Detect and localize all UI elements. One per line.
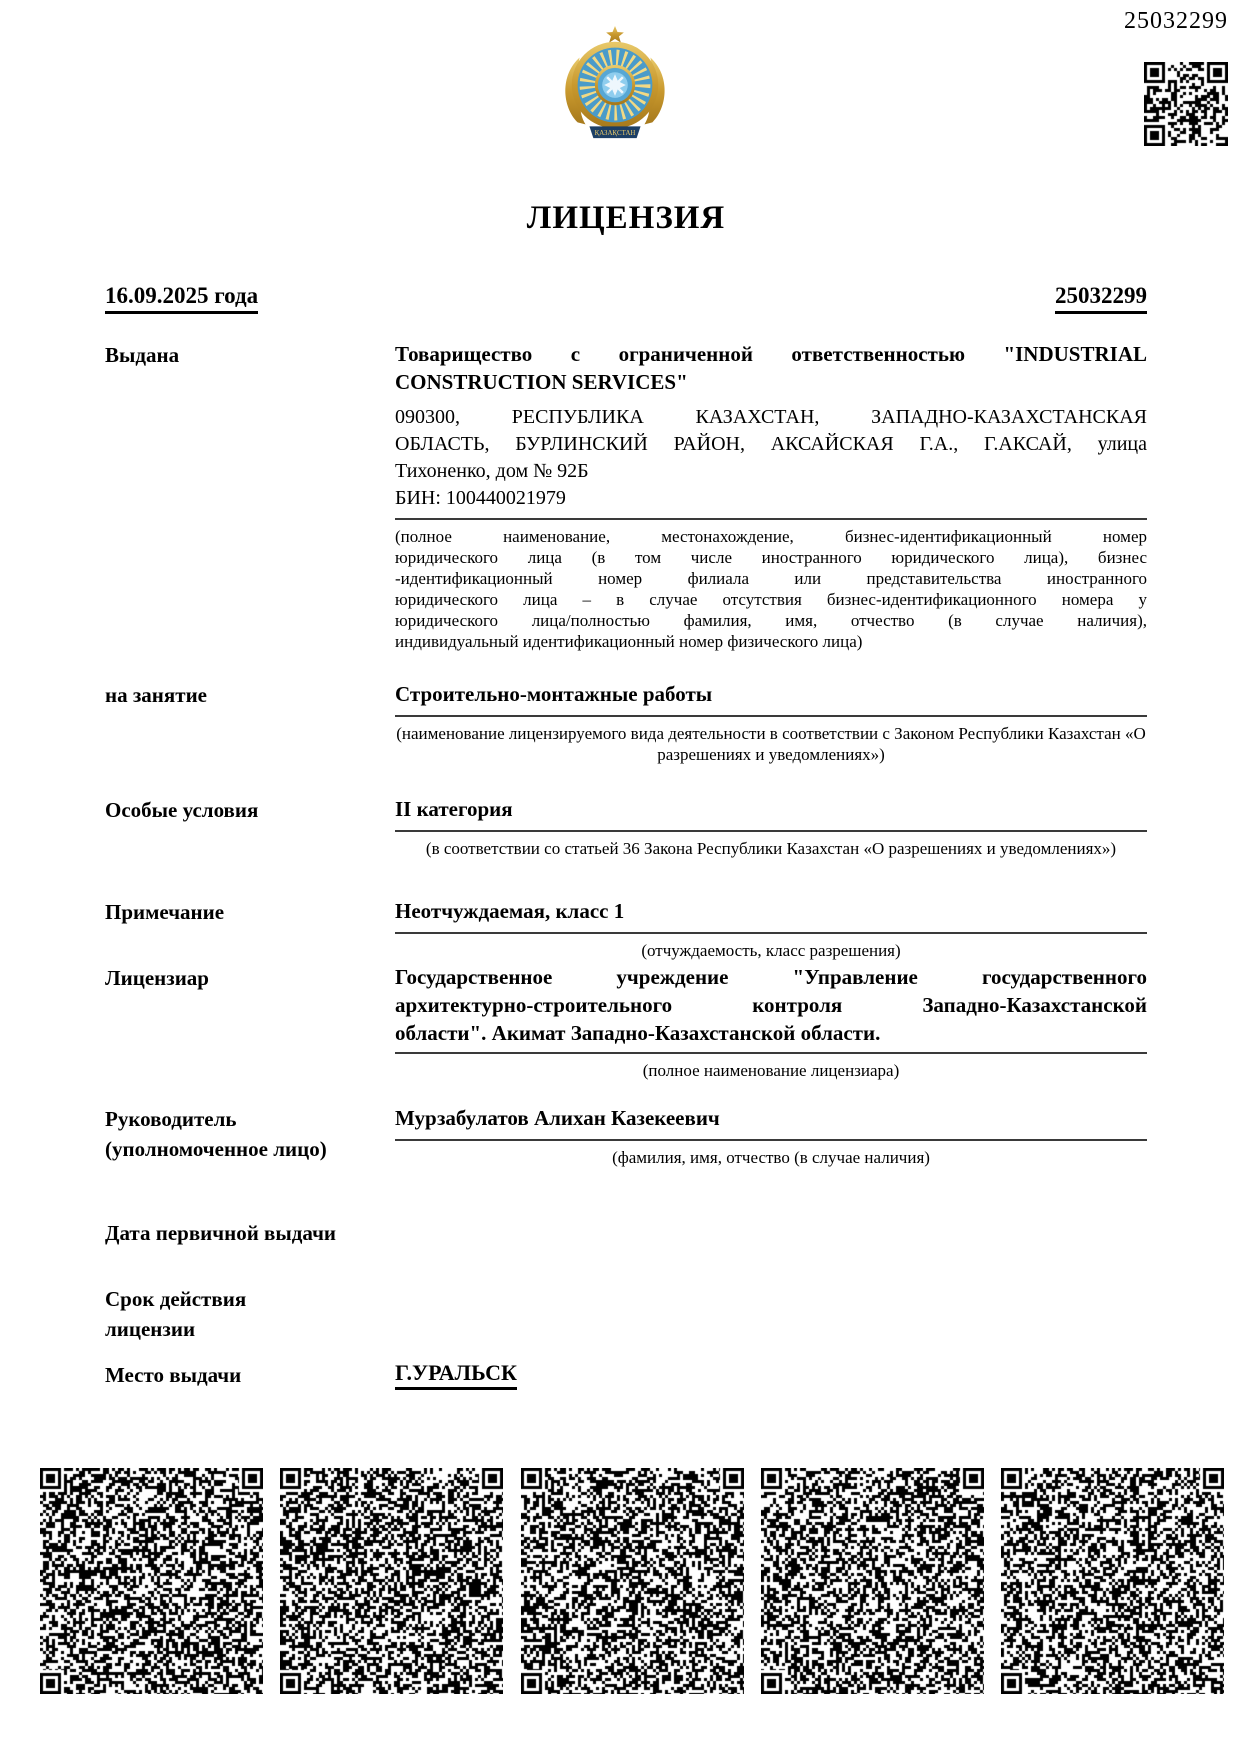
licensor-value-line: Государственное учреждение "Управление государственного — [395, 965, 1147, 989]
field-label-activity: на занятие — [105, 683, 207, 707]
special-conditions-caption: (в соответствии со статьей 36 Закона Республики Казахстан «О разрешениях и уведомлениях») — [425, 839, 1117, 858]
activity-value: Строительно-монтажные работы — [395, 680, 1147, 717]
qr-code-icon — [1144, 62, 1228, 146]
licensor-value-line: области". Акимат Западно-Казахстанской области. — [395, 1019, 1147, 1054]
license-title: ЛИЦЕНЗИЯ — [526, 200, 726, 236]
field-licensor — [105, 963, 1147, 1081]
head-value: Мурзабулатов Алихан Казекеевич — [395, 1104, 1147, 1141]
field-head — [105, 1104, 1147, 1168]
barcode-block-icon — [40, 1468, 263, 1694]
kazakhstan-emblem-icon — [556, 24, 674, 152]
field-activity — [105, 680, 1147, 765]
issued-to-caption-line: юридического лица – в случае отсутствия бизнес-идентификационного номера у — [395, 590, 1147, 609]
field-issued-to — [105, 340, 1147, 652]
issued-to-caption-line: юридического лица (в том числе иностранного юридического лица), бизнес — [395, 548, 1147, 567]
field-label-validity — [105, 1284, 395, 1344]
field-label-note: Примечание — [105, 900, 225, 924]
issue-date: 16.09.2025 года — [105, 283, 258, 314]
validity-label-line: лицензии — [105, 1317, 196, 1341]
licensor-caption: (полное наименование лицензиара) — [642, 1061, 900, 1080]
emblem-star-icon — [606, 26, 624, 43]
issued-to-bin: БИН: 100440021979 — [395, 485, 1147, 520]
field-validity — [105, 1284, 1147, 1344]
field-note — [105, 897, 1147, 961]
note-caption: (отчуждаемость, класс разрешения) — [641, 941, 901, 960]
special-conditions-value: II категория — [395, 795, 1147, 832]
issued-to-address-line: Тихоненко, дом № 92Б — [395, 460, 589, 482]
field-label-licensor: Лицензиар — [105, 966, 209, 990]
issued-to-company-line: Товарищество с ограниченной ответственностью "INDUSTRIAL — [395, 342, 1147, 366]
issue-place-value: Г.УРАЛЬСК — [395, 1360, 517, 1390]
field-label-first-issue: Дата первичной выдачи — [105, 1221, 337, 1245]
activity-caption: (наименование лицензируемого вида деятельности в соответствии с Законом Республики Казахстан «О разрешениях и уведомлениях») — [396, 724, 1146, 764]
issued-to-caption-line: (полное наименование, местонахождение, бизнес-идентификационный номер — [395, 527, 1147, 546]
signature-barcode-strip — [40, 1468, 1224, 1694]
field-special-conditions — [105, 795, 1147, 859]
barcode-block-icon — [761, 1468, 984, 1694]
field-label-issue-place: Место выдачи — [105, 1363, 242, 1387]
license-number: 25032299 — [1055, 283, 1147, 314]
note-value: Неотчуждаемая, класс 1 — [395, 897, 1147, 934]
emblem-banner-text: ҚАЗАҚСТАН — [594, 130, 636, 138]
validity-label-line: Срок действия — [105, 1287, 247, 1311]
issued-to-company-line: CONSTRUCTION SERVICES" — [395, 370, 688, 394]
barcode-block-icon — [280, 1468, 503, 1694]
field-label-head — [105, 1104, 395, 1168]
field-label-special-conditions: Особые условия — [105, 798, 259, 822]
issued-to-caption-line: -идентификационный номер филиала или представительства иностранного — [395, 569, 1147, 588]
barcode-block-icon — [521, 1468, 744, 1694]
barcode-block-icon — [1001, 1468, 1224, 1694]
document-number: 25032299 — [1124, 8, 1228, 34]
issued-to-address-line: 090300, РЕСПУБЛИКА КАЗАХСТАН, ЗАПАДНО-КАЗАХСТАНСКАЯ — [395, 406, 1147, 428]
head-caption: (фамилия, имя, отчество (в случае наличия) — [612, 1148, 930, 1167]
header-row — [105, 283, 1147, 314]
issued-to-address-line: ОБЛАСТЬ, БУРЛИНСКИЙ РАЙОН, АКСАЙСКАЯ Г.А., Г.АКСАЙ, улица — [395, 433, 1147, 455]
field-issue-place — [105, 1360, 1147, 1390]
licensor-value-line: архитектурно-строительного контроля Западно-Казахстанской — [395, 993, 1147, 1017]
head-label-line: (уполномоченное лицо) — [105, 1137, 327, 1161]
issued-to-caption-line: юридического лица/полностью фамилия, имя, отчество (в случае наличия), — [395, 611, 1147, 630]
issued-to-caption-line: индивидуальный идентификационный номер физического лица) — [395, 632, 863, 651]
field-label-issued-to: Выдана — [105, 343, 180, 367]
field-first-issue — [105, 1218, 1147, 1248]
head-label-line: Руководитель — [105, 1107, 237, 1131]
